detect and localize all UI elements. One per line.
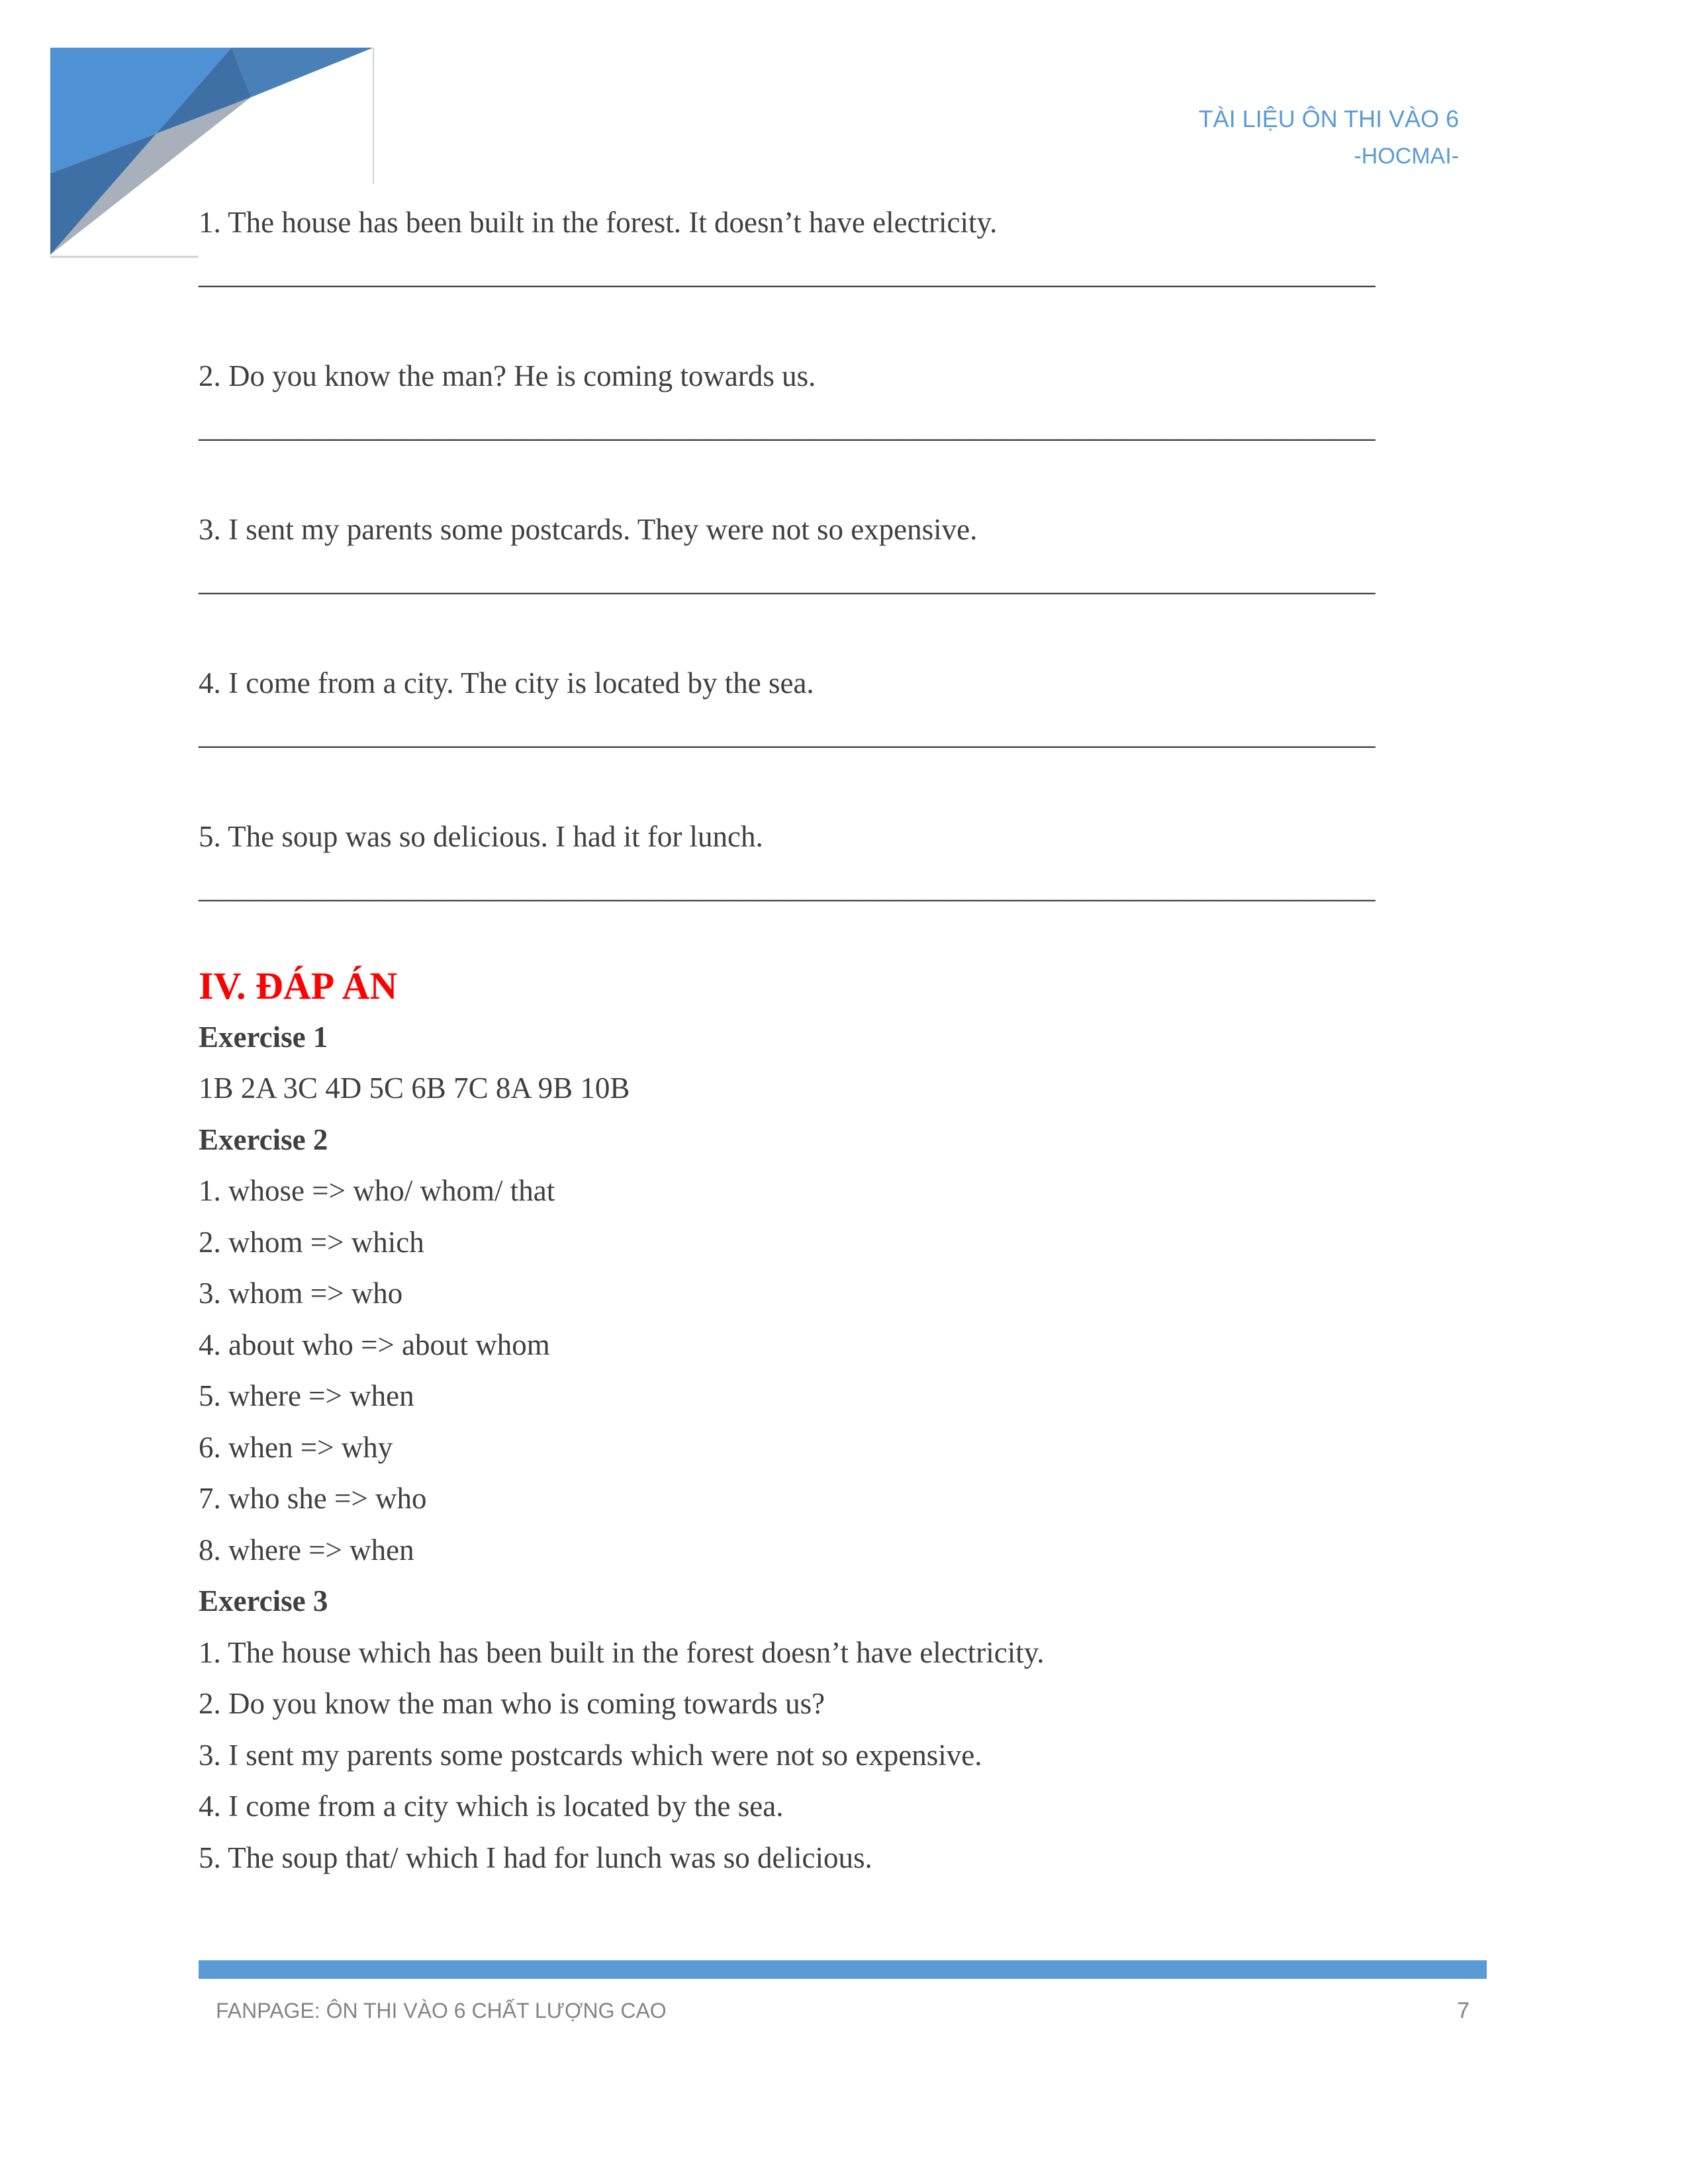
answer-line: 3. I sent my parents some postcards which were not so expensive. xyxy=(199,1738,982,1772)
answer-line: 3. whom => who xyxy=(199,1277,403,1310)
question-sentence: 1. The house has been built in the forest. It doesn’t have electricity. xyxy=(199,206,998,239)
header-subtitle: -HOCMAI- xyxy=(1354,144,1459,169)
question-sentence: 5. The soup was so delicious. I had it for lunch. xyxy=(199,820,763,853)
answer-line: 2. Do you know the man who is coming towards us? xyxy=(199,1687,825,1720)
answer-line: 2. whom => which xyxy=(199,1225,424,1259)
answer-blank-line: _______________________________________________________________________________ xyxy=(199,564,1376,597)
answer-line: 1. whose => who/ whom/ that xyxy=(199,1174,555,1207)
question-sentence: 3. I sent my parents some postcards. They were not so expensive. xyxy=(199,513,978,546)
answer-line: 6. when => why xyxy=(199,1430,393,1464)
answer-blank-line: _______________________________________________________________________________ xyxy=(199,717,1376,751)
question-block xyxy=(199,512,1456,598)
answer-key-section xyxy=(199,960,1523,1884)
answer-line: IV. ĐÁP ÁN xyxy=(199,964,398,1007)
footer-accent-bar xyxy=(199,1960,1487,1979)
page-header xyxy=(1199,105,1459,171)
answer-line: 5. The soup that/ which I had for lunch was so delicious. xyxy=(199,1841,872,1874)
answer-line: Exercise 3 xyxy=(199,1584,328,1617)
answer-line: 5. where => when xyxy=(199,1379,414,1412)
answer-line: 7. who she => who xyxy=(199,1482,427,1515)
header-title: TÀI LIỆU ÔN THI VÀO 6 xyxy=(1198,105,1459,132)
question-sentence: 2. Do you know the man? He is coming towards us. xyxy=(199,359,816,392)
footer-fanpage-text: FANPAGE: ÔN THI VÀO 6 CHẤT LƯỢNG CAO xyxy=(216,1999,667,2023)
answer-line: 1. The house which has been built in the forest doesn’t have electricity. xyxy=(199,1635,1045,1669)
answer-line: 8. where => when xyxy=(199,1533,414,1567)
footer-page-number: 7 xyxy=(1457,1998,1470,2023)
answer-line: 4. I come from a city which is located by the sea. xyxy=(199,1790,784,1823)
question-block xyxy=(199,819,1456,905)
question-block xyxy=(199,205,1456,291)
page-footer xyxy=(216,1997,1470,2024)
answer-blank-line: _______________________________________________________________________________ xyxy=(199,871,1376,904)
answer-line: 4. about who => about whom xyxy=(199,1328,550,1361)
question-block xyxy=(199,665,1456,752)
answer-blank-line: _______________________________________________________________________________ xyxy=(199,410,1376,443)
answer-blank-line: _______________________________________________________________________________ xyxy=(199,257,1376,290)
answer-line: Exercise 1 xyxy=(199,1020,328,1054)
logo-shape-apex xyxy=(232,48,373,97)
question-block xyxy=(199,358,1456,445)
question-sentence: 4. I come from a city. The city is located by the sea. xyxy=(199,666,814,700)
question-list xyxy=(199,205,1456,972)
answer-line: Exercise 2 xyxy=(199,1122,328,1156)
answer-line: 1B 2A 3C 4D 5C 6B 7C 8A 9B 10B xyxy=(199,1071,630,1105)
